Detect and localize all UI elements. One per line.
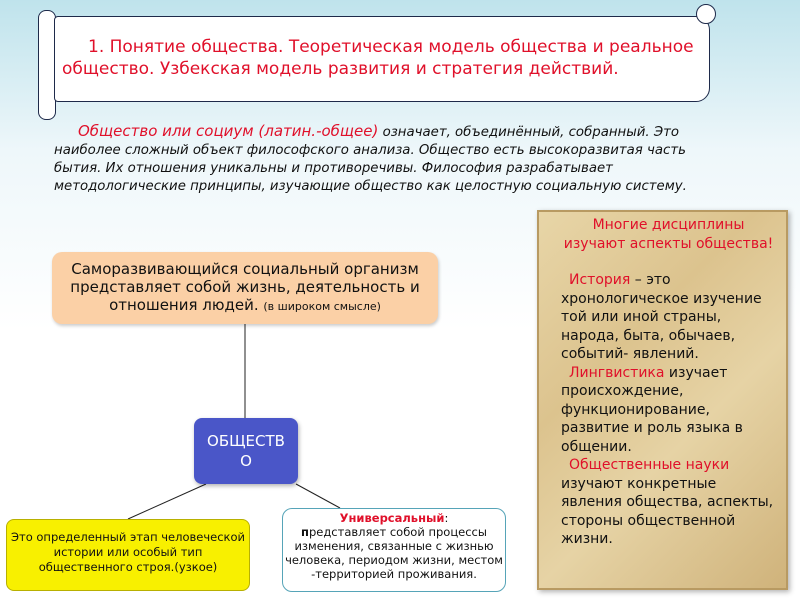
- organism-note: (в широком смысле): [263, 300, 381, 313]
- universal-colon: :: [444, 511, 449, 525]
- stage-box: [6, 519, 250, 591]
- history-term: История: [569, 272, 631, 288]
- universal-box: [282, 508, 506, 592]
- society-label: ОБЩЕСТВО: [207, 432, 285, 470]
- universal-first-letter: п: [301, 525, 309, 539]
- organism-box: [52, 252, 438, 324]
- stage-text: Это определенный этап человеческой истории или особый тип общественного строя.(узкое): [10, 530, 246, 574]
- connector-stage: [128, 484, 206, 519]
- society-box: [194, 418, 298, 484]
- title-line-2: общество. Узбекская модель развития и стратегия действий.: [62, 59, 619, 79]
- title-line-1: 1. Понятие общества. Теоретическая модель общества и реальное: [88, 37, 694, 57]
- linguistics-text: изучает происхождение, функционирование, развитие и роль языка в общении.: [561, 364, 743, 455]
- social-text: изучают конкретные явления общества, аспекты, стороны общественной жизни.: [561, 475, 774, 547]
- intro-term: Общество или социум (латин.-общее): [78, 122, 379, 140]
- disciplines-panel: [537, 210, 788, 590]
- linguistics-term: Лингвистика: [569, 364, 665, 381]
- history-text: – это хронологическое изучение той или иной страны, народа, быта, обычаев, событий- явлений.: [561, 272, 762, 362]
- connector-universal: [296, 484, 340, 508]
- linguistics-paragraph: [561, 364, 776, 457]
- disciplines-title: Многие дисциплины изучают аспекты общества!: [563, 217, 774, 252]
- social-paragraph: [561, 456, 776, 549]
- social-term: Общественные науки: [569, 457, 730, 473]
- intro-text-2: Это наиболее сложный объект философского анализа. Общество есть высокоразвитая часть бытия. Их отношения уникальны и противоречивы. Философия разрабатывает методологические принципы, изучающие общество как целостную социальную систему.: [54, 125, 687, 194]
- history-paragraph: [561, 271, 776, 364]
- universal-text: редставляет собой процессы изменения, связанные с жизнью человека, периодом жизни, местом -территорией проживания.: [285, 525, 503, 581]
- organism-text: Саморазвивающийся социальный организм представляет собой жизнь, деятельность и отношения людей.: [70, 260, 420, 314]
- intro-text-1: означает, объединённый, собранный.: [378, 125, 650, 140]
- universal-head: Универсальный: [339, 511, 445, 525]
